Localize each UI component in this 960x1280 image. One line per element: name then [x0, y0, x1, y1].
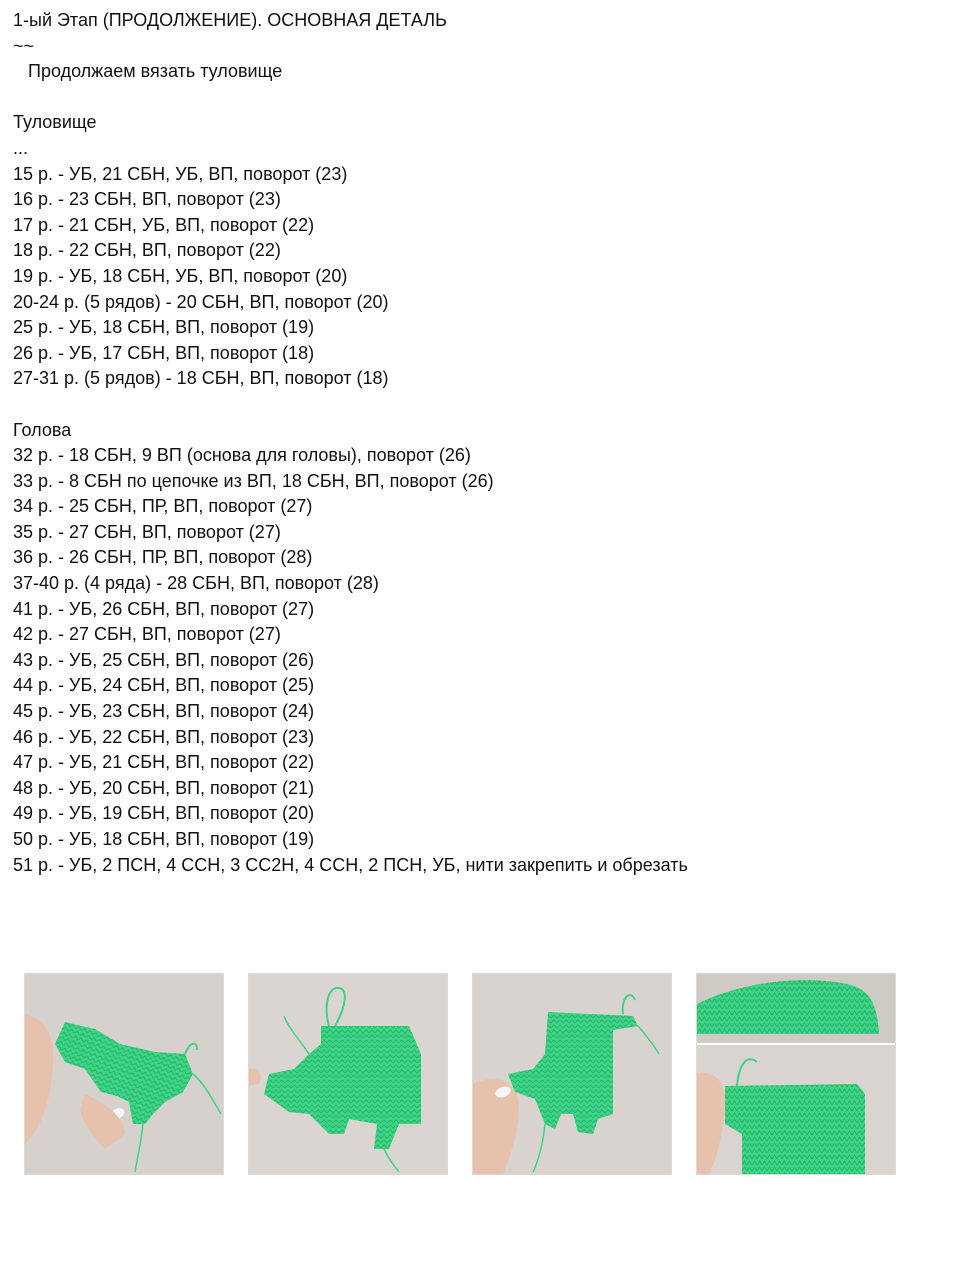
pattern-row: 18 р. - 22 СБН, ВП, поворот (22) — [13, 240, 281, 261]
photo-strip — [24, 973, 894, 1175]
pattern-row: 17 р. - 21 СБН, УБ, ВП, поворот (22) — [13, 214, 315, 235]
intro-text: Продолжаем вязать туловище — [28, 61, 283, 82]
crochet-piece-image — [473, 974, 671, 1174]
pattern-row: 44 р. - УБ, 24 СБН, ВП, поворот (25) — [13, 675, 315, 696]
pattern-row: 27-31 р. (5 рядов) - 18 СБН, ВП, поворот (18) — [13, 368, 389, 389]
ellipsis-text: ... — [13, 137, 29, 158]
pattern-row: 32 р. - 18 СБН, 9 ВП (основа для головы), поворот (26) — [13, 445, 471, 466]
crochet-piece-image — [697, 974, 895, 1174]
spacer — [13, 85, 943, 111]
document — [13, 8, 943, 878]
pattern-row: 37-40 р. (4 ряда) - 28 СБН, ВП, поворот (28) — [13, 573, 379, 594]
crochet-piece-image — [25, 974, 223, 1174]
pattern-row: 47 р. - УБ, 21 СБН, ВП, поворот (22) — [13, 752, 315, 773]
torso-rows — [13, 162, 943, 392]
pattern-row: 49 р. - УБ, 19 СБН, ВП, поворот (20) — [13, 803, 315, 824]
progress-photo-2 — [248, 973, 448, 1175]
pattern-row: 33 р. - 8 СБН по цепочке из ВП, 18 СБН, ВП, поворот (26) — [13, 470, 494, 491]
pattern-row: 48 р. - УБ, 20 СБН, ВП, поворот (21) — [13, 777, 315, 798]
pattern-row: 51 р. - УБ, 2 ПСН, 4 ССН, 3 СС2Н, 4 ССН, 2 ПСН, УБ, нити закрепить и обрезать — [13, 854, 688, 875]
pattern-row: 35 р. - 27 СБН, ВП, поворот (27) — [13, 521, 281, 542]
pattern-row: 42 р. - 27 СБН, ВП, поворот (27) — [13, 624, 281, 645]
pattern-row: 46 р. - УБ, 22 СБН, ВП, поворот (23) — [13, 726, 315, 747]
pattern-row: 20-24 р. (5 рядов) - 20 СБН, ВП, поворот (20) — [13, 291, 389, 312]
head-heading: Голова — [13, 419, 72, 440]
head-rows — [13, 443, 943, 878]
torso-heading: Туловище — [13, 112, 97, 133]
pattern-row: 41 р. - УБ, 26 СБН, ВП, поворот (27) — [13, 598, 315, 619]
pattern-row: 15 р. - УБ, 21 СБН, УБ, ВП, поворот (23) — [13, 163, 348, 184]
progress-photo-1 — [24, 973, 224, 1175]
pattern-row: 34 р. - 25 СБН, ПР, ВП, поворот (27) — [13, 496, 313, 517]
progress-photo-4 — [696, 973, 896, 1175]
pattern-row: 43 р. - УБ, 25 СБН, ВП, поворот (26) — [13, 649, 315, 670]
pattern-row: 26 р. - УБ, 17 СБН, ВП, поворот (18) — [13, 342, 315, 363]
pattern-row: 25 р. - УБ, 18 СБН, ВП, поворот (19) — [13, 317, 315, 338]
pattern-row: 50 р. - УБ, 18 СБН, ВП, поворот (19) — [13, 829, 315, 849]
progress-photo-3 — [472, 973, 672, 1175]
pattern-row: 45 р. - УБ, 23 СБН, ВП, поворот (24) — [13, 701, 315, 722]
tilde-mark: ~~ — [13, 35, 35, 56]
pattern-row: 19 р. - УБ, 18 СБН, УБ, ВП, поворот (20) — [13, 265, 348, 286]
page-title: 1-ый Этап (ПРОДОЛЖЕНИЕ). ОСНОВНАЯ ДЕТАЛЬ — [13, 10, 447, 30]
pattern-row: 36 р. - 26 СБН, ПР, ВП, поворот (28) — [13, 547, 313, 568]
pattern-row: 16 р. - 23 СБН, ВП, поворот (23) — [13, 189, 281, 210]
crochet-piece-image — [249, 974, 447, 1174]
spacer — [13, 392, 943, 418]
